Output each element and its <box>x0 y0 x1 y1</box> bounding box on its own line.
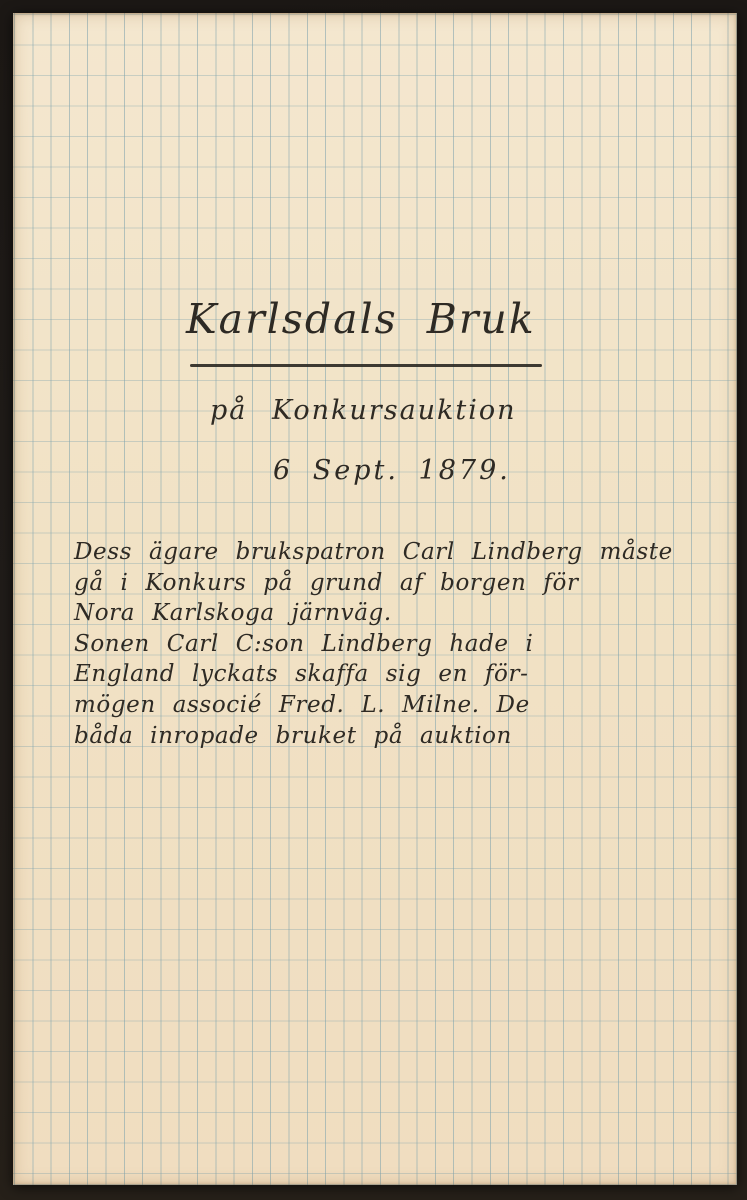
document-title: Karlsdals Bruk <box>186 295 536 343</box>
handwritten-line: gå i Konkurs på grund af borgen för <box>74 569 579 596</box>
handwritten-line: Sonen Carl C:son Lindberg hade i <box>74 630 534 657</box>
handwritten-line: England lyckats skaffa sig en för- <box>74 661 529 688</box>
handwritten-line: mögen associé Fred. L. Milne. De <box>74 691 530 718</box>
document-subtitle: på Konkursauktion <box>210 395 517 426</box>
document-date: 6 Sept. 1879. <box>273 455 511 486</box>
handwritten-line: Nora Karlskoga järnväg. <box>74 600 392 627</box>
document-body <box>74 537 724 751</box>
handwritten-line: Dess ägare brukspatron Carl Lindberg måste <box>74 539 673 565</box>
title-underline <box>190 364 542 367</box>
document-page <box>13 13 737 1185</box>
handwritten-line: båda inropade bruket på auktion <box>74 722 512 749</box>
